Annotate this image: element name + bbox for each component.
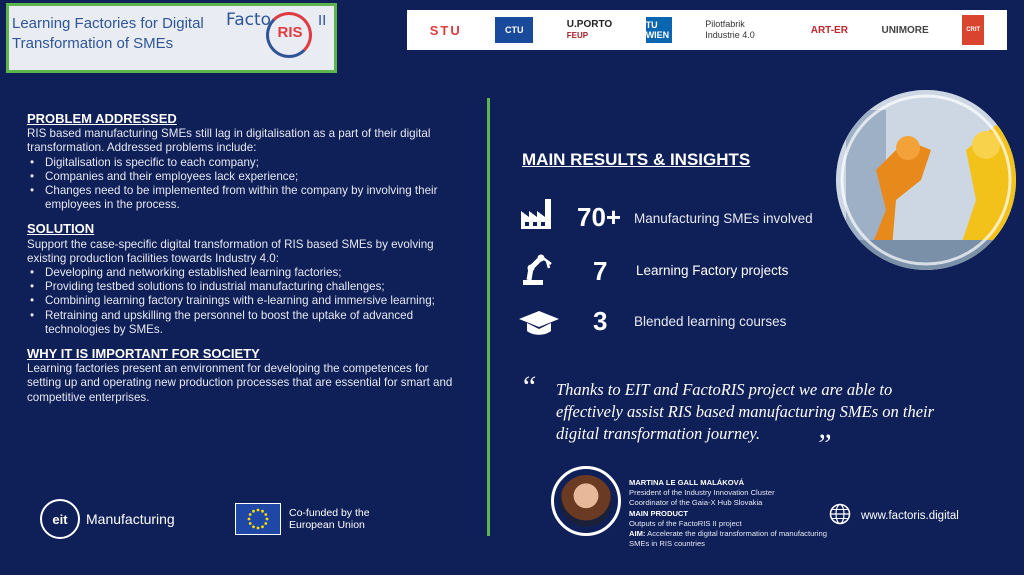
partner-logo-unimore: UNIMORE	[881, 24, 929, 36]
partner-logo-crit: CRIT	[962, 15, 984, 45]
solution-list	[27, 266, 459, 337]
list-item: • Digitalisation is specific to each company;	[27, 156, 459, 170]
society-section	[27, 347, 459, 405]
website-url[interactable]: www.factoris.digital	[861, 509, 959, 522]
result-label: Manufacturing SMEs involved	[634, 211, 813, 226]
left-content	[27, 112, 459, 415]
partner-logos-strip	[407, 10, 1007, 50]
robot-arm-icon	[519, 250, 555, 291]
partner-logo-arter: ART-ER	[810, 24, 848, 36]
result-label: Learning Factory projects	[636, 263, 789, 278]
society-text: Learning factories present an environment for developing the competences for setting up and operating new production processes that are essential for smart and competitive enterprises.	[27, 362, 453, 404]
problem-section	[27, 112, 459, 212]
graduation-cap-icon	[517, 305, 561, 346]
factoris-logo-roman: II	[318, 12, 327, 29]
vertical-divider	[487, 98, 490, 536]
partner-logo-tuwien: TU WIEN	[646, 17, 672, 43]
result-label: Blended learning courses	[634, 314, 787, 329]
result-number: 3	[593, 306, 608, 336]
person-role: Coordinator of the Gaia-X Hub Slovakia	[629, 498, 763, 508]
aim-text: Accelerate the digital transformation of manufacturing SMEs in RIS countries	[629, 529, 827, 549]
list-item: • Providing testbed solutions to industrial manufacturing challenges;	[27, 280, 459, 294]
list-item: • Developing and networking established learning factories;	[27, 266, 459, 280]
robot-arms-photo	[836, 90, 1016, 270]
problem-heading: PROBLEM ADDRESSED	[27, 111, 177, 126]
factoris-logo-word: Facto	[226, 10, 272, 30]
factoris-logo-ris: RIS	[277, 24, 303, 41]
eu-flag-icon	[235, 503, 281, 535]
factory-icon	[519, 195, 555, 236]
list-item: • Companies and their employees lack experience;	[27, 170, 459, 184]
list-item: • Combining learning factory trainings with e-learning and immersive learning;	[27, 294, 459, 308]
solution-section	[27, 222, 459, 337]
person-role: President of the Industry Innovation Cluster	[629, 488, 775, 498]
quote-close-mark: ”	[815, 428, 832, 461]
problem-list	[27, 156, 459, 213]
list-item: • Changes need to be implemented from within the company by involving their employees in the process.	[27, 184, 459, 212]
person-info	[629, 478, 829, 549]
product-label: MAIN PRODUCT	[629, 508, 689, 518]
eu-text	[289, 507, 370, 532]
eu-cofunded-logo	[235, 503, 370, 535]
list-item: • Retraining and upskilling the personnel to boost the uptake of advanced technologies by SMEs.	[27, 309, 459, 337]
partner-logo-ctu: CTU	[495, 17, 533, 43]
society-heading: WHY IT IS IMPORTANT FOR SOCIETY	[27, 346, 260, 362]
quote-text: Thanks to EIT and FactoRIS project we are able to effectively assist RIS based manufacturing SMEs on their digital transformation journey.	[556, 380, 935, 443]
globe-icon	[829, 503, 851, 528]
result-number: 70+	[577, 202, 622, 232]
eit-logo-word: Manufacturing	[86, 511, 175, 527]
avatar	[560, 475, 612, 527]
solution-heading: SOLUTION	[27, 221, 95, 237]
eu-text-line: Co-funded by the	[289, 506, 370, 519]
eit-logo-circle: eit	[40, 499, 80, 539]
solution-intro: Support the case-specific digital transformation of RIS based SMEs by evolving existing production facilities towards Industry 4.0:	[27, 237, 434, 265]
eu-text-line: European Union	[289, 519, 365, 531]
partner-logo-stu: STU	[429, 22, 462, 38]
results-title: MAIN RESULTS & INSIGHTS	[522, 150, 751, 169]
partner-logo-pilotfabrik: Pilotfabrik Industrie 4.0	[705, 19, 755, 40]
result-number: 7	[593, 256, 608, 286]
eit-manufacturing-logo	[40, 499, 175, 539]
product-text: Outputs of the FactoRIS II project	[629, 518, 742, 528]
partner-logo-uporto: U.PORTO FEUP	[566, 19, 613, 40]
page-title: Learning Factories for Digital Transformation of SMEs	[12, 15, 204, 52]
website-link[interactable]	[829, 503, 959, 528]
person-name: MARTINA LE GALL MALÁKOVÁ	[629, 478, 745, 487]
aim-label: AIM:	[629, 529, 646, 539]
problem-intro: RIS based manufacturing SMEs still lag in digitalisation as a part of their digital transformation. Addressed problems include:	[27, 127, 431, 155]
quote-open-mark: “	[520, 370, 537, 403]
